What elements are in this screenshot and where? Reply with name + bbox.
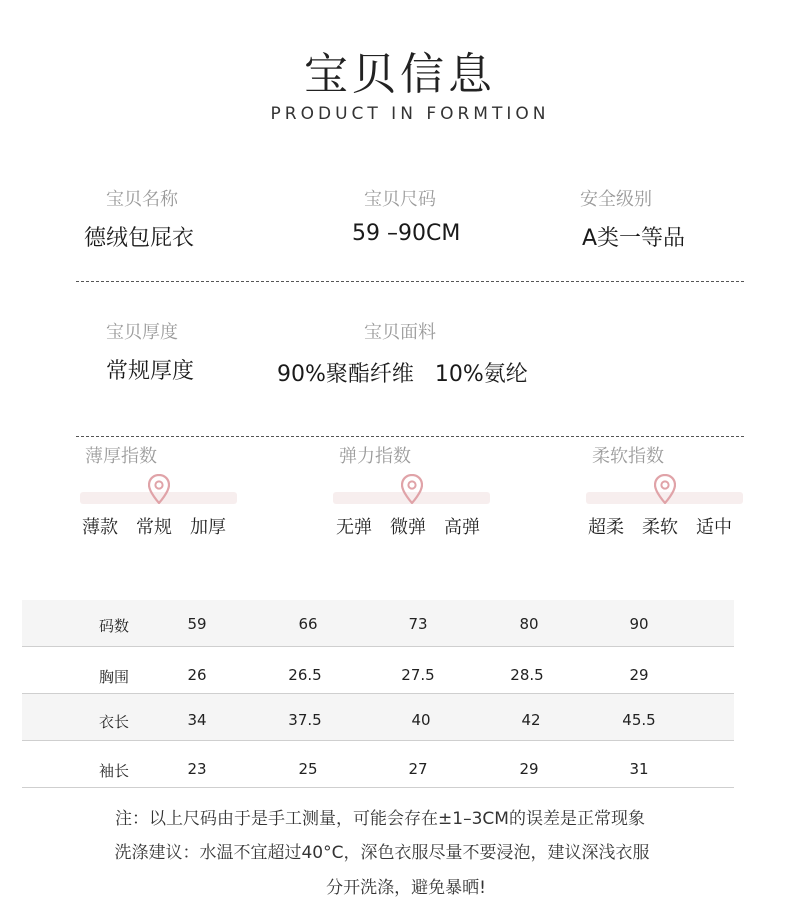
table-row bbox=[22, 647, 734, 693]
wash-advice-continued: 分开洗涤，避免暴晒! bbox=[326, 878, 486, 898]
thickness-index-title: 薄厚指数 bbox=[85, 446, 157, 467]
softness-index bbox=[586, 440, 746, 540]
elasticity-option-slight: 微弹 bbox=[390, 517, 426, 538]
table-cell: 37.5 bbox=[288, 711, 322, 729]
size-table bbox=[22, 600, 734, 790]
page-title: 宝贝信息 bbox=[304, 49, 496, 100]
thickness-option-regular: 常规 bbox=[136, 517, 172, 538]
row-label: 袖长 bbox=[98, 762, 130, 780]
thickness-value: 常规厚度 bbox=[106, 359, 195, 384]
table-cell: 31 bbox=[629, 760, 649, 778]
location-pin-icon bbox=[401, 474, 423, 504]
table-cell: 25 bbox=[298, 760, 318, 778]
table-cell: 29 bbox=[519, 760, 539, 778]
table-cell: 40 bbox=[411, 711, 431, 729]
size-note: 注：以上尺码由于是手工测量，可能会存在±1–3CM的误差是正常现象 bbox=[115, 809, 645, 829]
table-row bbox=[22, 694, 734, 740]
elasticity-option-none: 无弹 bbox=[336, 517, 372, 538]
table-cell: 23 bbox=[187, 760, 207, 778]
row-divider bbox=[22, 787, 734, 788]
thickness-index bbox=[80, 440, 240, 540]
divider bbox=[76, 281, 744, 282]
table-cell: 45.5 bbox=[622, 711, 656, 729]
softness-option-super-soft: 超柔 bbox=[588, 517, 624, 538]
row-label: 衣长 bbox=[98, 713, 130, 731]
softness-option-soft: 柔软 bbox=[642, 517, 678, 538]
product-size-label: 宝贝尺码 bbox=[364, 189, 436, 210]
table-cell: 80 bbox=[519, 615, 539, 633]
thickness-option-thick: 加厚 bbox=[190, 517, 226, 538]
fabric-value: 90%聚酯纤维 10%氨纶 bbox=[277, 362, 528, 387]
table-cell: 73 bbox=[408, 615, 428, 633]
product-name-label: 宝贝名称 bbox=[106, 189, 178, 210]
table-cell: 42 bbox=[521, 711, 541, 729]
safety-level-label: 安全级别 bbox=[580, 189, 652, 210]
elasticity-option-high: 高弹 bbox=[444, 517, 480, 538]
table-row bbox=[22, 600, 734, 646]
softness-option-moderate: 适中 bbox=[696, 517, 732, 538]
row-label: 胸围 bbox=[98, 668, 130, 686]
product-size-value: 59 –90CM bbox=[352, 221, 461, 246]
table-cell: 34 bbox=[187, 711, 207, 729]
page-subtitle: PRODUCT IN FORMTION bbox=[270, 104, 550, 124]
thickness-option-thin: 薄款 bbox=[82, 517, 118, 538]
row-label: 码数 bbox=[98, 617, 130, 635]
table-cell: 59 bbox=[187, 615, 207, 633]
table-cell: 26 bbox=[187, 666, 207, 684]
table-cell: 27.5 bbox=[401, 666, 435, 684]
table-cell: 26.5 bbox=[288, 666, 322, 684]
table-cell: 29 bbox=[629, 666, 649, 684]
divider bbox=[76, 436, 744, 437]
safety-level-value: A类一等品 bbox=[582, 226, 686, 251]
table-row bbox=[22, 741, 734, 787]
softness-index-title: 柔软指数 bbox=[592, 446, 664, 467]
fabric-label: 宝贝面料 bbox=[364, 322, 436, 343]
product-name-value: 德绒包屁衣 bbox=[84, 226, 195, 251]
table-cell: 66 bbox=[298, 615, 318, 633]
table-cell: 90 bbox=[629, 615, 649, 633]
wash-advice: 洗涤建议：水温不宜超过40°C，深色衣服尽量不要浸泡，建议深浅衣服 bbox=[114, 843, 650, 863]
table-cell: 27 bbox=[408, 760, 428, 778]
elasticity-index bbox=[333, 440, 493, 540]
table-cell: 28.5 bbox=[510, 666, 544, 684]
thickness-label: 宝贝厚度 bbox=[106, 322, 178, 343]
location-pin-icon bbox=[148, 474, 170, 504]
elasticity-index-title: 弹力指数 bbox=[339, 446, 411, 467]
location-pin-icon bbox=[654, 474, 676, 504]
